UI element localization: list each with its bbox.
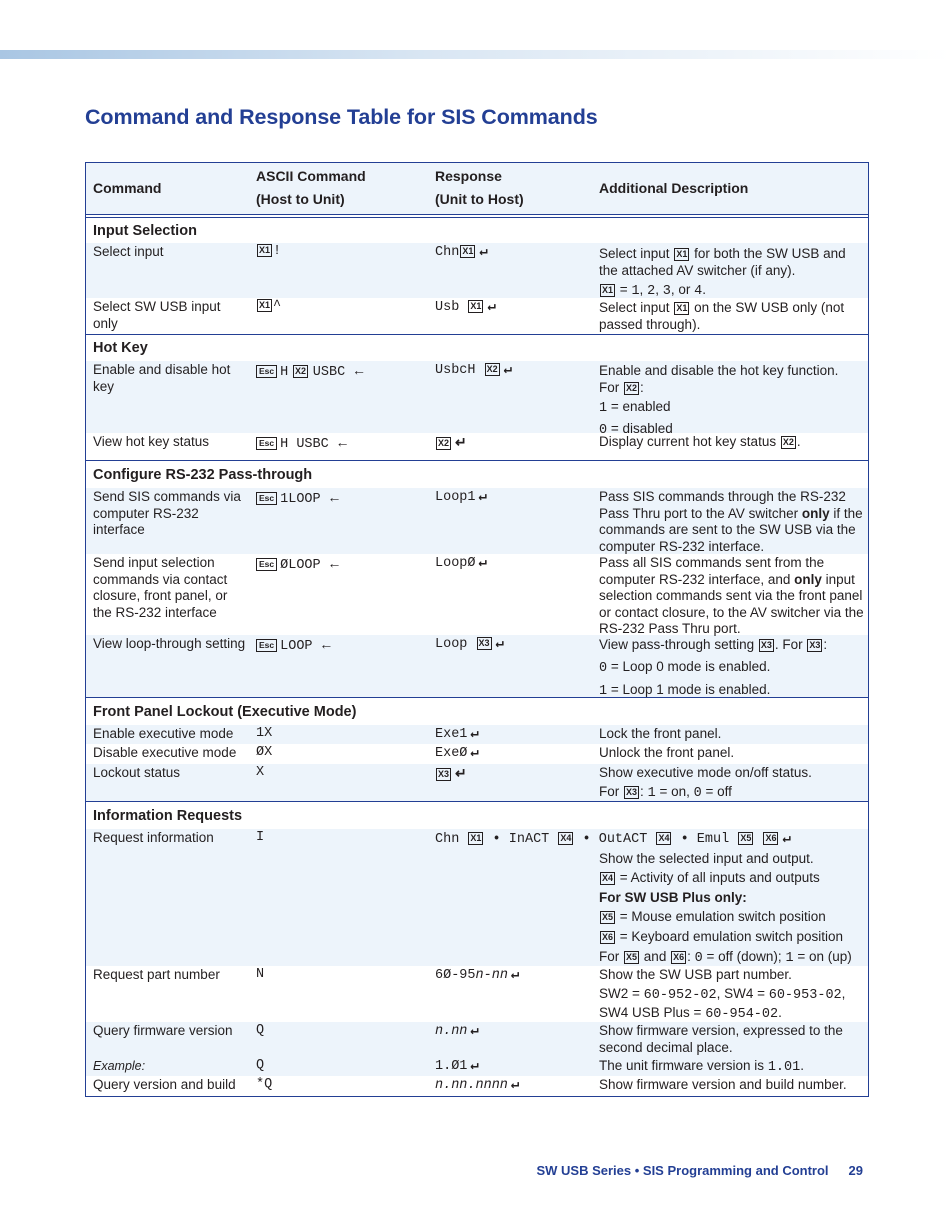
table-row: Select SW USB input only X1 ^ Usb X1 ↵ Select input X1 on the SW USB only (not passed through). [93, 299, 845, 332]
table-row: Disable executive mode ØX ExeØ ↵ Unlock the front panel. [93, 745, 735, 761]
table-row: Request part number N 6Ø-95n-nn ↵ Show the SW USB part number. SW2 = 60-952-02, SW4 = 60-953-02, SW4 USB Plus = 60-954-02. [93, 967, 846, 1022]
page-footer [536, 1163, 863, 1178]
header-description: Additional Description [599, 180, 749, 196]
table-row: View loop-through setting Esc LOOP ← Loop X3 ↵ View pass-through setting X3 . For X3 : 0 = Loop 0 mode is enabled. 1 = Loop 1 mode is enabled. [86, 635, 868, 697]
footer-text: SW USB Series • SIS Programming and Control [536, 1163, 829, 1178]
header-command: Command [93, 180, 162, 196]
page-number: 29 [848, 1163, 863, 1178]
table-row: Enable and disable hot key Esc H X2 USBC ← UsbcH X2 ↵ Enable and disable the hot key function. For X2 : 1 = enabled 0 = disabled [86, 361, 868, 433]
table-row: Select input X1 ! Chn X1 ↵ Select input X1 for both the SW USB and the attached AV switcher (if any). X1 = 1, 2, 3, or 4. [86, 243, 868, 298]
page-title: Command and Response Table for SIS Commands [85, 105, 598, 129]
section-rs232: Configure RS-232 Pass-through [86, 460, 868, 488]
table-header [86, 163, 868, 215]
top-band [0, 50, 950, 59]
header-ascii: ASCII Command (Host to Unit) [256, 168, 366, 207]
section-info-requests: Information Requests [86, 801, 868, 829]
table-row: Query firmware version Q n.nn ↵ Show firmware version, expressed to the second decimal place. [86, 1022, 868, 1057]
command-table [85, 162, 869, 1097]
table-row: Send input selection commands via contact closure, front panel, or the RS-232 interface Esc ØLOOP ← LoopØ ↵ Pass all SIS commands sent from the computer RS-232 interface, and only input selection commands sent via the front panel or contact closure, to the AV switcher via the RS-232 Pass Thru port. [93, 555, 864, 636]
table-row: Lockout status X X3 ↵ Show executive mode on/off status. For X3 : 1 = on, 0 = off [86, 764, 868, 801]
section-input-selection: Input Selection [86, 219, 868, 243]
table-row: Send SIS commands via computer RS-232 interface Esc 1LOOP ← Loop1 ↵ Pass SIS commands through the RS-232 Pass Thru port to the AV switcher only if the commands are sent to the SW USB via the computer RS-232 interface. [86, 488, 868, 554]
section-lockout: Front Panel Lockout (Executive Mode) [86, 697, 868, 725]
table-row: Query version and build *Q n.nn.nnnn ↵ Show firmware version and build number. [93, 1077, 847, 1093]
table-row: Enable executive mode 1X Exe1 ↵ Lock the front panel. [86, 725, 868, 744]
table-row: Example: Q 1.Ø1 ↵ The unit firmware version is 1.01. [86, 1057, 868, 1076]
table-row: View hot key status Esc H USBC ← X2 ↵ Display current hot key status X2 . [93, 434, 801, 452]
header-response: Response (Unit to Host) [435, 168, 524, 207]
section-hot-key: Hot Key [86, 334, 868, 361]
table-row: Request information I Chn X1 • InACT X4 • OutACT X4 • Emul X5 X6 ↵ Show the selected input and output. X4 = Activity of all inputs and outputs For SW USB Plus only: X5 = Mouse emulation switch position X6 = Keyboard emulation switch position For X5 and X6 : 0 = off (down); 1 = on (up) [86, 829, 868, 966]
